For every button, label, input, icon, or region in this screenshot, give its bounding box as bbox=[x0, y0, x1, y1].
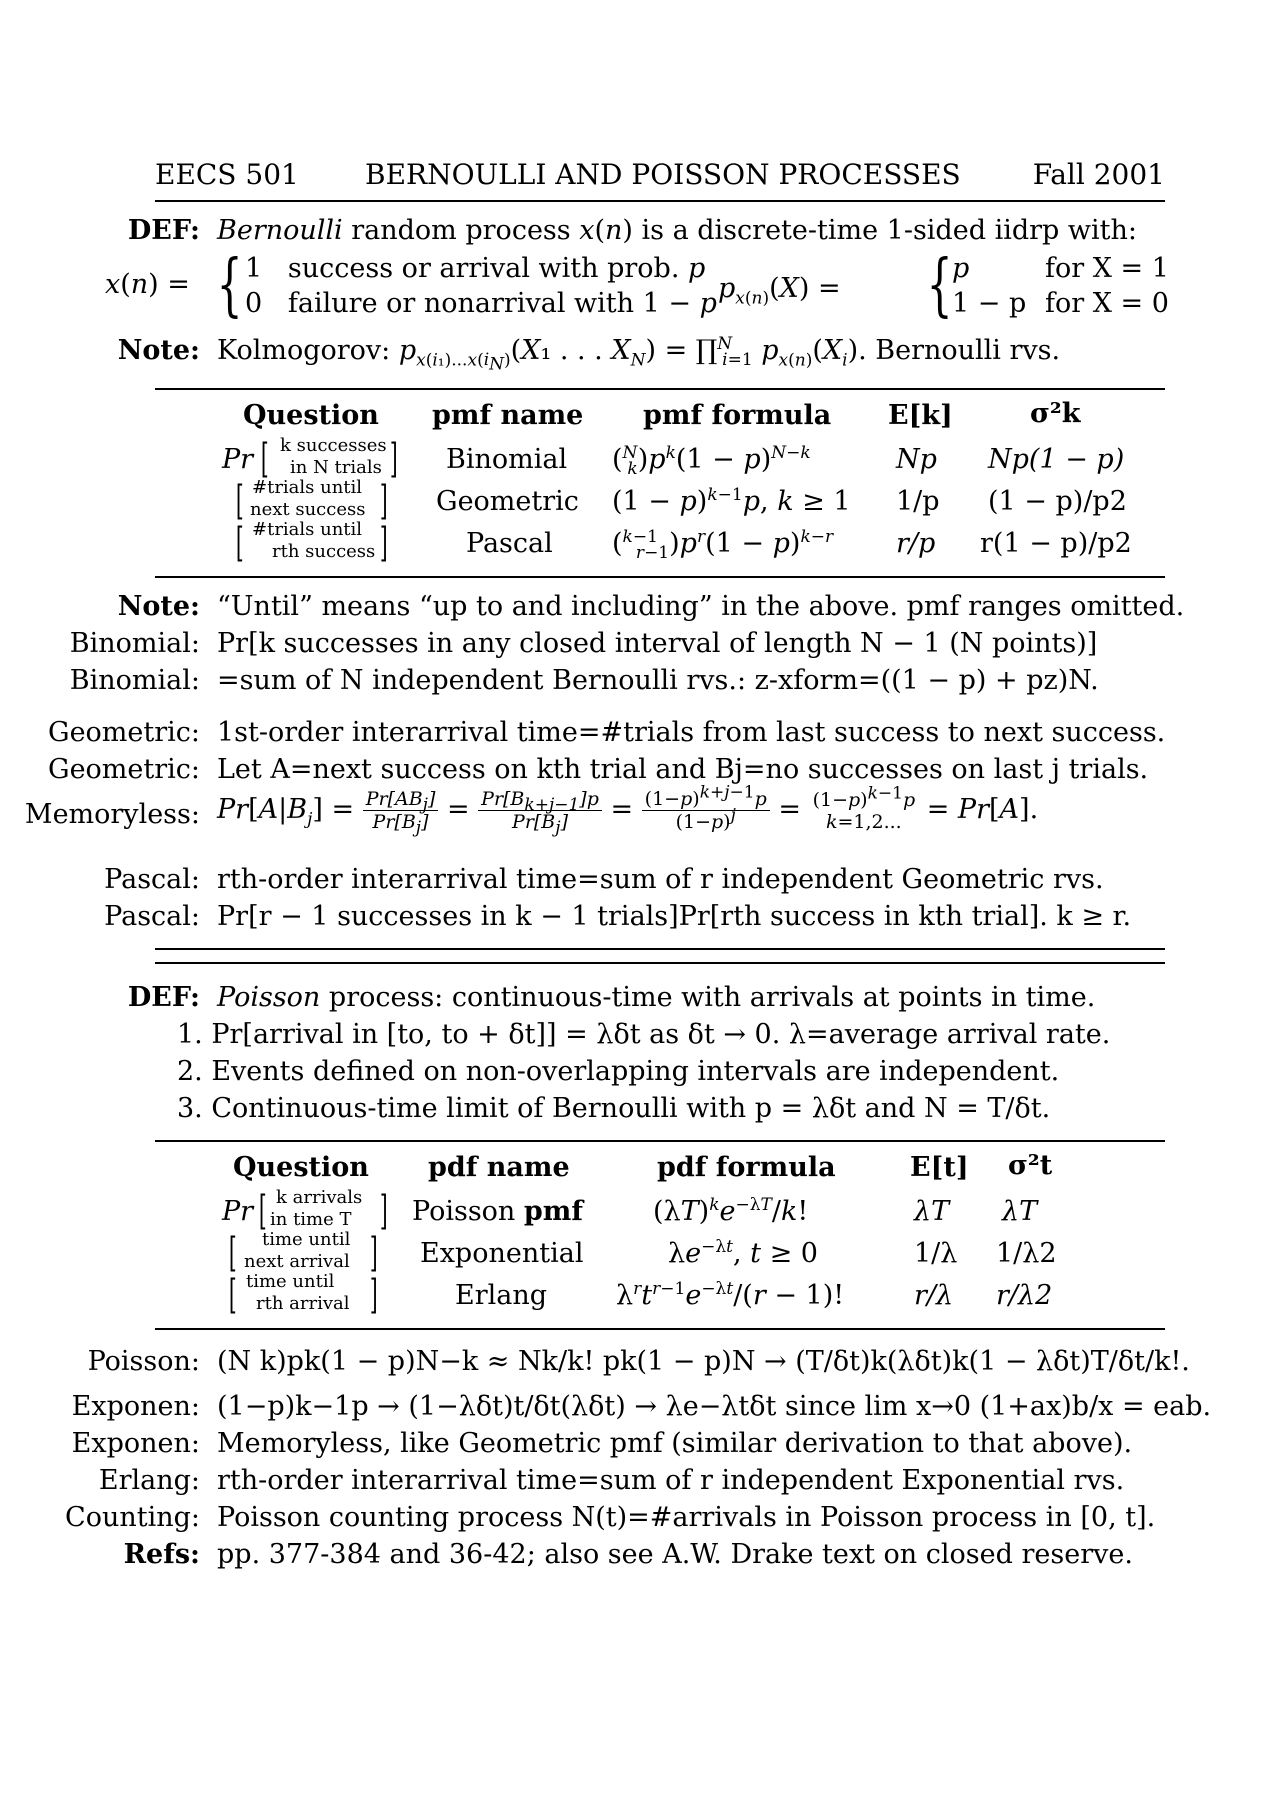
row-question-1: k arrivals bbox=[276, 1187, 363, 1208]
bracket-open: [ bbox=[235, 520, 244, 566]
poisson-item-3: 3. Continuous-time limit of Bernoulli with p = λδt and N = T/δt. bbox=[177, 1093, 1051, 1124]
col-pmf-formula: pmf formula bbox=[643, 400, 832, 431]
poisson-def-text: Poisson process: continuous-time with arrivals at points in time. bbox=[217, 982, 1096, 1013]
pascal-note-2: Pr[r − 1 successes in k − 1 trials]Pr[rth success in kth trial]. k ≥ r. bbox=[217, 901, 1132, 932]
row-question-2: next arrival bbox=[244, 1251, 350, 1272]
exponen-memoryless: Memoryless, like Geometric pmf (similar derivation to that above). bbox=[217, 1428, 1133, 1459]
fraction: $\frac{Pr[AB_j]}{Pr[B_j]}$ bbox=[363, 788, 439, 833]
header-rule bbox=[155, 200, 1165, 202]
pmf-lhs: $p_{x(n)}(X)$ = bbox=[718, 273, 841, 309]
xn-case-0: 0 failure or nonarrival with 1 − p bbox=[245, 288, 717, 319]
row-mean: r/λ bbox=[914, 1280, 954, 1311]
row-mean: 1/p bbox=[896, 486, 940, 517]
row-name-text: Poisson bbox=[412, 1196, 516, 1227]
row-formula: $(1 - p)^{k-1}p$, k ≥ 1 bbox=[612, 485, 851, 517]
geometric-label: Geometric: bbox=[48, 754, 200, 785]
row-variance: λT bbox=[1002, 1196, 1038, 1227]
table2-bottom-rule bbox=[155, 1328, 1165, 1330]
exponen-label: Exponen: bbox=[71, 1391, 200, 1422]
row-variance: Np(1 − p) bbox=[988, 444, 1125, 475]
poisson-label: Poisson: bbox=[87, 1346, 200, 1377]
row-name-bold: pmf bbox=[523, 1196, 583, 1227]
row-question-2: in N trials bbox=[290, 457, 382, 478]
row-formula: $\lambda e^{-\lambda t}$, t ≥ 0 bbox=[668, 1237, 818, 1269]
bracket-close: ] bbox=[379, 520, 388, 566]
binomial-label: Binomial: bbox=[69, 628, 200, 659]
col-mean: E[t] bbox=[910, 1152, 969, 1183]
binomial-note-2: =sum of N independent Bernoulli rvs.: z-xform=((1 − p) + pz)N. bbox=[217, 665, 1099, 696]
bracket-open: [ bbox=[260, 436, 269, 482]
exponen-label: Exponen: bbox=[71, 1428, 200, 1459]
geometric-note-2: Let A=next success on kth trial and Bj=no successes on last j trials. bbox=[217, 754, 1149, 785]
memoryless-equation: $Pr[A|B_j]$ = $\frac{Pr[AB_j]}{Pr[B_j]}$ = $\frac{Pr[B_{k+j-1}]p}{Pr[B_j]}$ = $\frac{(1-p)^{k+j-1}p}{(1-p)^j}$ = $(1-p)^{k-1}p$ k=1,2... = Pr[A]. bbox=[217, 782, 1039, 838]
row-question-2: in time T bbox=[270, 1209, 352, 1230]
row-name: Pascal bbox=[466, 528, 553, 559]
table1-bottom-rule bbox=[155, 576, 1165, 578]
refs-label: Refs: bbox=[123, 1539, 200, 1570]
pascal-note-1: rth-order interarrival time=sum of r independent Geometric rvs. bbox=[217, 864, 1104, 895]
row-variance: 1/λ2 bbox=[996, 1238, 1057, 1269]
col-variance: σ²k bbox=[1030, 398, 1081, 429]
left-brace: { bbox=[216, 246, 243, 325]
def-label: DEF: bbox=[127, 215, 200, 246]
xn-case-1: 1 success or arrival with prob. p bbox=[245, 253, 706, 284]
page-title: BERNOULLI AND POISSON PROCESSES bbox=[365, 158, 961, 191]
col-pmf-name: pmf name bbox=[432, 400, 584, 431]
pascal-label: Pascal: bbox=[104, 901, 200, 932]
row-name: Geometric bbox=[436, 486, 579, 517]
fraction: $\frac{Pr[B_{k+j-1}]p}{Pr[B_j]}$ bbox=[478, 788, 602, 833]
bracket-open: [ bbox=[235, 478, 244, 524]
row-question-1: time until bbox=[246, 1271, 335, 1292]
kolmogorov-note: Kolmogorov: $p_{x(i_1)...x(i_N)}(X_1$ . . . $X_N$) = ∏$^N_{i=1}$ $p_{x(n)}(X_i)$. Bernoulli rvs. bbox=[217, 334, 1061, 375]
row-name bbox=[412, 1196, 583, 1227]
row-mean: 1/λ bbox=[914, 1238, 958, 1269]
section-rule-2 bbox=[155, 962, 1165, 964]
bernoulli-def-text: Bernoulli random process x(n) is a discrete-time 1-sided iidrp with: bbox=[217, 215, 1137, 246]
note-label: Note: bbox=[117, 335, 200, 366]
section-rule-1 bbox=[155, 948, 1165, 950]
pmf-case0-cond: for X = 0 bbox=[1045, 288, 1169, 319]
course-code: EECS 501 bbox=[155, 158, 299, 191]
binomial-note-1: Pr[k successes in any closed interval of length N − 1 (N points)] bbox=[217, 628, 1098, 659]
row-name: Erlang bbox=[455, 1280, 548, 1311]
poisson-item-2: 2. Events defined on non-overlapping intervals are independent. bbox=[177, 1056, 1060, 1087]
refs-note: pp. 377-384 and 36-42; also see A.W. Drake text on closed reserve. bbox=[217, 1539, 1133, 1570]
col-pdf-name: pdf name bbox=[428, 1152, 570, 1183]
erlang-label: Erlang: bbox=[98, 1465, 200, 1496]
def-label: DEF: bbox=[127, 982, 200, 1013]
bracket-open: [ bbox=[228, 1272, 237, 1318]
row-formula: $(^{k-1}_{r-1})p^r(1 - p)^{k-r}$ bbox=[612, 527, 834, 564]
poisson-approx: (N k)pk(1 − p)N−k ≈ Nk/k! pk(1 − p)N → (T/δt)k(λδt)k(1 − λδt)T/δt/k!. bbox=[217, 1346, 1190, 1377]
pmf-case1-val: p bbox=[952, 253, 970, 284]
fraction: $(1-p)^{k-1}p$ k=1,2... bbox=[812, 783, 916, 833]
erlang-note: rth-order interarrival time=sum of r independent Exponential rvs. bbox=[217, 1465, 1125, 1496]
term: Fall 2001 bbox=[1032, 158, 1165, 191]
bracket-open: [ bbox=[228, 1230, 237, 1276]
row-name: Exponential bbox=[420, 1238, 584, 1269]
exponen-limit: (1−p)k−1p → (1−λδt)t/δt(λδt) → λe−λtδt since lim x→0 (1+ax)b/x = eab. bbox=[217, 1391, 1212, 1422]
row-variance: r(1 − p)/p2 bbox=[980, 528, 1132, 559]
row-formula: $(\lambda T)^ke^{-\lambda T}/k$! bbox=[653, 1195, 809, 1227]
row-mean: r/p bbox=[896, 528, 936, 559]
row-question-1: #trials until bbox=[252, 477, 363, 498]
row-variance: r/λ2 bbox=[996, 1280, 1053, 1311]
col-variance: σ²t bbox=[1008, 1150, 1053, 1181]
row-question-2: rth arrival bbox=[256, 1293, 350, 1314]
page-header bbox=[155, 158, 1165, 198]
pascal-label: Pascal: bbox=[104, 864, 200, 895]
counting-note: Poisson counting process N(t)=#arrivals in Poisson process in [0, t]. bbox=[217, 1502, 1156, 1533]
row-question-1: time until bbox=[262, 1229, 351, 1250]
col-mean: E[k] bbox=[888, 400, 953, 431]
row-formula: $(^N_k)p^k(1 - p)^{N-k}$ bbox=[612, 443, 811, 480]
bracket-close: ] bbox=[369, 1230, 378, 1276]
row-mean: Np bbox=[896, 444, 937, 475]
row-question-2: next success bbox=[250, 499, 366, 520]
pmf-case0-val: 1 − p bbox=[952, 288, 1027, 319]
fraction: $\frac{(1-p)^{k+j-1}p}{(1-p)^j}$ bbox=[642, 788, 770, 833]
geometric-label: Geometric: bbox=[48, 717, 200, 748]
row-question-1: k successes bbox=[280, 435, 387, 456]
table2-top-rule bbox=[155, 1140, 1165, 1142]
right-brace: { bbox=[926, 246, 953, 325]
xn-lhs: x(n) = bbox=[105, 269, 190, 300]
col-question: Question bbox=[233, 1152, 369, 1183]
row-formula: $\lambda^rt^{r-1}e^{-\lambda t}/(r - 1)$! bbox=[616, 1279, 845, 1311]
row-name: Binomial bbox=[446, 444, 568, 475]
bracket-close: ] bbox=[389, 436, 398, 482]
row-prefix: Pr bbox=[222, 444, 254, 475]
note-label: Note: bbox=[117, 591, 200, 622]
geometric-note-1: 1st-order interarrival time=#trials from last success to next success. bbox=[217, 717, 1166, 748]
memoryless-label: Memoryless: bbox=[24, 799, 200, 830]
col-question: Question bbox=[243, 400, 379, 431]
row-prefix: Pr bbox=[222, 1196, 254, 1227]
row-question-1: #trials until bbox=[252, 519, 363, 540]
until-note: “Until” means “up to and including” in the above. pmf ranges omitted. bbox=[217, 591, 1185, 622]
bracket-close: ] bbox=[379, 478, 388, 524]
row-mean: λT bbox=[914, 1196, 950, 1227]
pmf-case1-cond: for X = 1 bbox=[1045, 253, 1169, 284]
col-pdf-formula: pdf formula bbox=[657, 1152, 836, 1183]
binomial-label: Binomial: bbox=[69, 665, 200, 696]
counting-label: Counting: bbox=[65, 1502, 200, 1533]
bracket-close: ] bbox=[379, 1188, 388, 1234]
bracket-close: ] bbox=[369, 1272, 378, 1318]
row-question-2: rth success bbox=[272, 541, 376, 562]
table1-top-rule bbox=[155, 388, 1165, 390]
poisson-item-1: 1. Pr[arrival in [to, to + δt]] = λδt as δt → 0. λ=average arrival rate. bbox=[177, 1019, 1111, 1050]
row-variance: (1 − p)/p2 bbox=[988, 486, 1127, 517]
bracket-open: [ bbox=[258, 1188, 267, 1234]
